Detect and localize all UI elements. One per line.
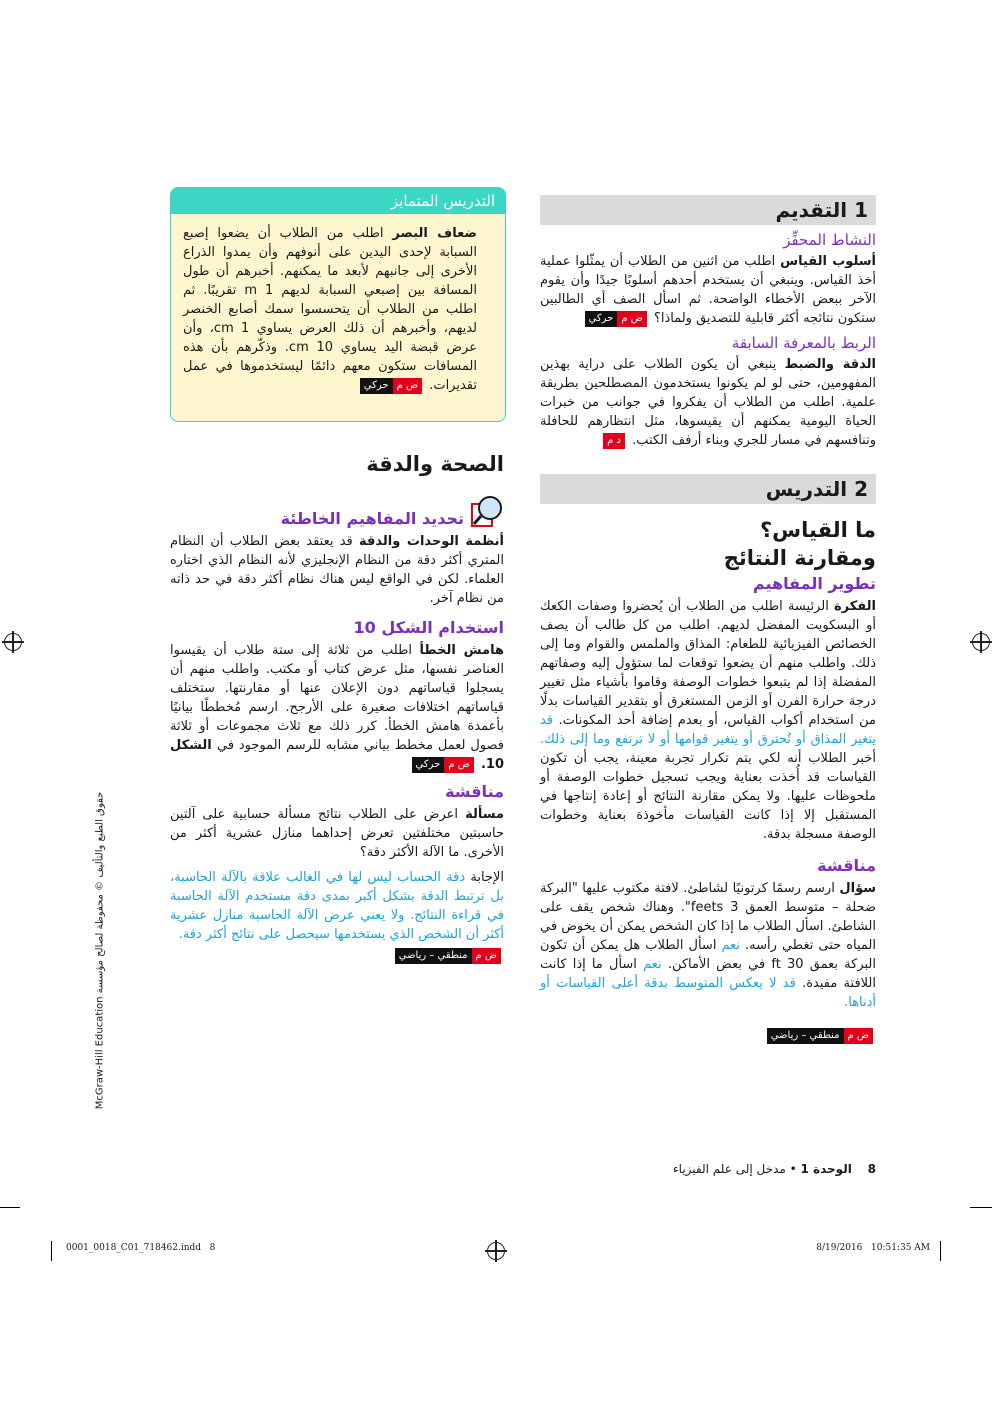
crop-mark bbox=[970, 1207, 992, 1208]
subheading-figure-10: استخدام الشكل 10 bbox=[353, 618, 504, 637]
tag-red: ض م bbox=[617, 311, 646, 327]
text-margin-error: اطلب من ثلاثة إلى ستة طلاب أن يقيسوا العناصر نفسها، مثل عرض كتاب أو مكتب. واطلب منهم أن يسجلوا قياساتهم دون الإعلان عنها أو مقارنتها. ستختلف قياساتهم اختلافات صغيرة على الأرجح. ارسم مُخططًا بيانيًا بأعمدة هامش الخطأ. كرر ذلك مع ثلاث مجموعات أو ثلاثة فصول لعمل مخطط بياني مشابه للرسم الموجود في bbox=[170, 643, 504, 753]
lead-question: سؤال bbox=[839, 881, 876, 896]
answer-yes-2: نعم bbox=[643, 957, 668, 972]
paragraph-margin-error bbox=[170, 641, 504, 774]
slug-file: 0001_0018_C01_718462.indd 8 bbox=[66, 1243, 216, 1253]
box-header bbox=[171, 188, 505, 214]
tag-red: د م bbox=[603, 433, 625, 449]
lead-visually-impaired: ضعاف البصر bbox=[392, 226, 477, 241]
lead-measurement-style: أسلوب القياس bbox=[780, 254, 877, 269]
registration-mark-icon bbox=[487, 1242, 505, 1260]
box-title: التدريس المتمايز bbox=[390, 192, 495, 210]
magnifier-icon bbox=[470, 494, 504, 528]
page-footer bbox=[560, 1162, 876, 1176]
box-body bbox=[171, 214, 505, 395]
text-accuracy-precision: ينبغي أن يكون الطلاب على دراية بهذين المفهومين، حتى لو لم يكونوا يستخدمون المصطلحين بطريقة علمية. اطلب من الطلاب أن يفكروا في جوانب من خبرات الحياة اليومية يمكنهم أن يقيسوها، مثل انتظارهم للحافلة وتنافسهم في مسار للجري وبناء أرفف الكتب. bbox=[540, 357, 876, 448]
paragraph-misconception bbox=[170, 532, 504, 608]
tag-group bbox=[412, 757, 474, 773]
text-main-idea-end: أخبر الطلاب أنه لكي يتم تكرار تجربة معينة، يجب أن تكون القياسات قد أُخذت بعناية ويجب تسجيل خطوات الوصفة أو ملحوظات عليها. ولا يمكن مقارنة النتائج أو إعادة إنتاجها في المستقبل إلا إذا كانت القياسات مأخوذة بعناية وخطوات الوصفة مسجلة بدقة. bbox=[540, 751, 876, 842]
tag-red: ض م bbox=[393, 378, 422, 394]
section-1-title: 1 التقديم bbox=[775, 198, 868, 222]
page-number: 8 bbox=[867, 1162, 876, 1176]
subheading-motivating-activity: النشاط المحفِّز bbox=[783, 231, 876, 249]
crop-mark bbox=[51, 1241, 52, 1261]
section-1-header bbox=[540, 195, 876, 225]
tag-black: حركي bbox=[412, 757, 445, 773]
answer-main-idea: قد يتغير المذاق أو تُحترق أو يتغير قوامها أو لا ترتفع وما إلى ذلك. bbox=[540, 713, 876, 747]
text-question-mid: اسأل الطلاب هل يمكن أن تكون البركة بعمق 30 ft في بعض الأماكن. bbox=[540, 938, 876, 972]
tag-black: منطقي – رياضي bbox=[767, 1028, 844, 1044]
misconception-title: تحديد المفاهيم الخاطئة bbox=[280, 509, 464, 528]
paragraph-problem bbox=[170, 805, 504, 862]
registration-mark-icon bbox=[4, 633, 22, 651]
lead-accuracy-precision: الدقة والضبط bbox=[784, 357, 876, 372]
tag-group bbox=[603, 433, 625, 449]
tag-black: حركي bbox=[585, 311, 618, 327]
side-rights-text: حقوق الطبع والتأليف © محفوظة لصالح مؤسسة bbox=[94, 791, 106, 994]
unit-title: • مدخل إلى علم الفيزياء bbox=[673, 1162, 801, 1176]
answer-label: الإجابة bbox=[470, 870, 504, 885]
differentiated-box bbox=[170, 187, 506, 422]
text-main-idea: الرئيسة اطلب من الطلاب أن يُحضروا وصفات الكعك أو البسكويت المفضل لديهم. اطلب من كل طالب أن يصف الخصائص الفيزيائية للطعام: المذاق والملمس والقوام وما إلى ذلك. واطلب منهم أن يضعوا توقعات لما ستؤول إليه وصفاتهم المفضلة إذا لم يتبعوا خطوات الوصفة وقاموا بأشياء مثل تغيير درجة حرارة الفرن أو الزمن المستغرق أو بتقدير القياسات بدلًا من استخدام أكواب القياس، أو بعدم إضافة أحد المكونات. bbox=[540, 599, 877, 728]
text-question-mid2: اسأل ما إذا كانت اللافتة مفيدة. bbox=[540, 957, 876, 991]
figure-ref: الشكل 10. bbox=[170, 738, 504, 772]
lead-margin-error: هامش الخطأ bbox=[419, 643, 504, 658]
subheading-discussion: مناقشة bbox=[817, 856, 876, 875]
side-copyright bbox=[95, 751, 106, 1151]
text-unit-systems: قد يعتقد بعض الطلاب أن النظام المتري أكثر دقة من النظام الإنجليزي لأنه النظام الذي اختاره العلماء. لكن في الواقع ليس هناك نظام أكثر دقة في حد ذاته من نظام آخر. bbox=[170, 534, 504, 606]
text-problem: اعرض على الطلاب نتائج مسألة حسابية على آلتين حاسبتين مختلفتين تعرض إحداهما منازل عشرية أكثر من الأخرى. ما الآلة الأكثر دقة؟ bbox=[170, 807, 504, 860]
section-2-title: 2 التدريس bbox=[765, 477, 868, 501]
subheading-develop-concepts: تطوير المفاهيم bbox=[752, 574, 876, 593]
lead-main-idea: الفكرة bbox=[833, 599, 876, 614]
subheading-discussion-left: مناقشة bbox=[445, 782, 504, 801]
heading-what-is-measurement bbox=[540, 516, 876, 572]
registration-mark-icon bbox=[972, 633, 990, 651]
tag-group bbox=[767, 1028, 873, 1044]
side-publisher-text: McGraw-Hill Education bbox=[94, 996, 106, 1110]
paragraph-answer bbox=[170, 868, 504, 944]
answer-text: دقة الحساب ليس لها في الغالب علاقة بالآلة الحاسبة، بل ترتبط الدقة بشكل أكبر بمدى دقة مستخدم الآلة الحاسبة في قراءة النتائج. ولا يعني عرض الآلة الحاسبة منازل عشرية أكثر أن الشخص الذي يستخدمها سيحصل على نتائج أكثر دقة. bbox=[170, 870, 504, 942]
tag-row bbox=[540, 1026, 876, 1045]
subheading-prior-knowledge: الربط بالمعرفة السابقة bbox=[731, 334, 876, 352]
right-column bbox=[540, 195, 876, 1045]
tag-black: حركي bbox=[360, 378, 393, 394]
crop-mark bbox=[0, 1207, 20, 1208]
tag-group bbox=[395, 948, 501, 964]
answer-yes-1: نعم bbox=[721, 938, 746, 953]
tag-red: ض م bbox=[444, 757, 473, 773]
paragraph-accuracy-precision bbox=[540, 355, 876, 450]
tag-group bbox=[585, 311, 647, 327]
paragraph-main-idea bbox=[540, 597, 876, 844]
answer-sign: قد لا يعكس المتوسط بدقة أعلى القياسات أو أدناها. bbox=[540, 976, 876, 1010]
lead-unit-systems: أنظمة الوحدات والدقة bbox=[358, 534, 504, 549]
text-measurement-style: اطلب من اثنين من الطلاب أن يمثّلوا عملية أخذ القياس. وينبغي أن يستخدم أحدهم أسلوبًا جيدًا وأن يقوم الآخر ببعض الأخطاء الواضحة. ثم اسأل الصف أي الطالبين ستكون نتائجه أكثر قابلية للتصديق ولماذا؟ bbox=[540, 254, 876, 326]
section-title-accuracy: الصحة والدقة bbox=[366, 452, 504, 476]
text-visually-impaired: اطلب من الطلاب أن يضعوا إصبع السبابة لإحدى اليدين على أنوفهم وأن يمدوا الذراع الأخرى إلى جانبهم لأبعد ما يمكنهم. أخبرهم أن طول المسافة بين إصبعي السبابة لديهم 1 m تقريبًا. ثم اطلب من الطلاب أن يتحسسوا سمك أصابع الخنصر لديهم، وأخبرهم أن ذلك العرض يساوي 1 cm، وأن عرض قبضة اليد يساوي 10 cm. وذكّرهم بأن هذه المسافات ستكون معهم دائمًا ليستخدموها في عمل تقديرات. bbox=[183, 226, 478, 393]
paragraph-question bbox=[540, 879, 876, 1012]
heading-line-1: ما القياس؟ bbox=[759, 518, 876, 542]
tag-red: ض م bbox=[472, 948, 501, 964]
slug-date: 8/19/2016 10:51:35 AM bbox=[816, 1243, 930, 1253]
section-2-header bbox=[540, 474, 876, 504]
lead-problem: مسألة bbox=[465, 807, 504, 822]
tag-red: ض م bbox=[844, 1028, 873, 1044]
misconception-heading bbox=[170, 494, 504, 528]
heading-line-2: ومقارنة النتائج bbox=[723, 546, 876, 570]
paragraph-measurement-style bbox=[540, 252, 876, 328]
left-column bbox=[170, 450, 504, 965]
crop-mark bbox=[940, 1241, 941, 1261]
tag-row bbox=[170, 946, 504, 965]
tag-group bbox=[360, 378, 422, 394]
text-question: ارسم رسمًا كرتونيًا لشاطئ. لافتة مكتوب عليها "البركة ضحلة – متوسط العمق 3 feets". وهناك شخص يقف على الشاطئ. اسأل الطلاب ما إذا كان الشخص يمكن أن يخوض في المياه حتى تغطي رأسه. bbox=[540, 881, 876, 953]
unit-label: الوحدة 1 bbox=[800, 1162, 852, 1176]
tag-black: منطقي – رياضي bbox=[395, 948, 472, 964]
